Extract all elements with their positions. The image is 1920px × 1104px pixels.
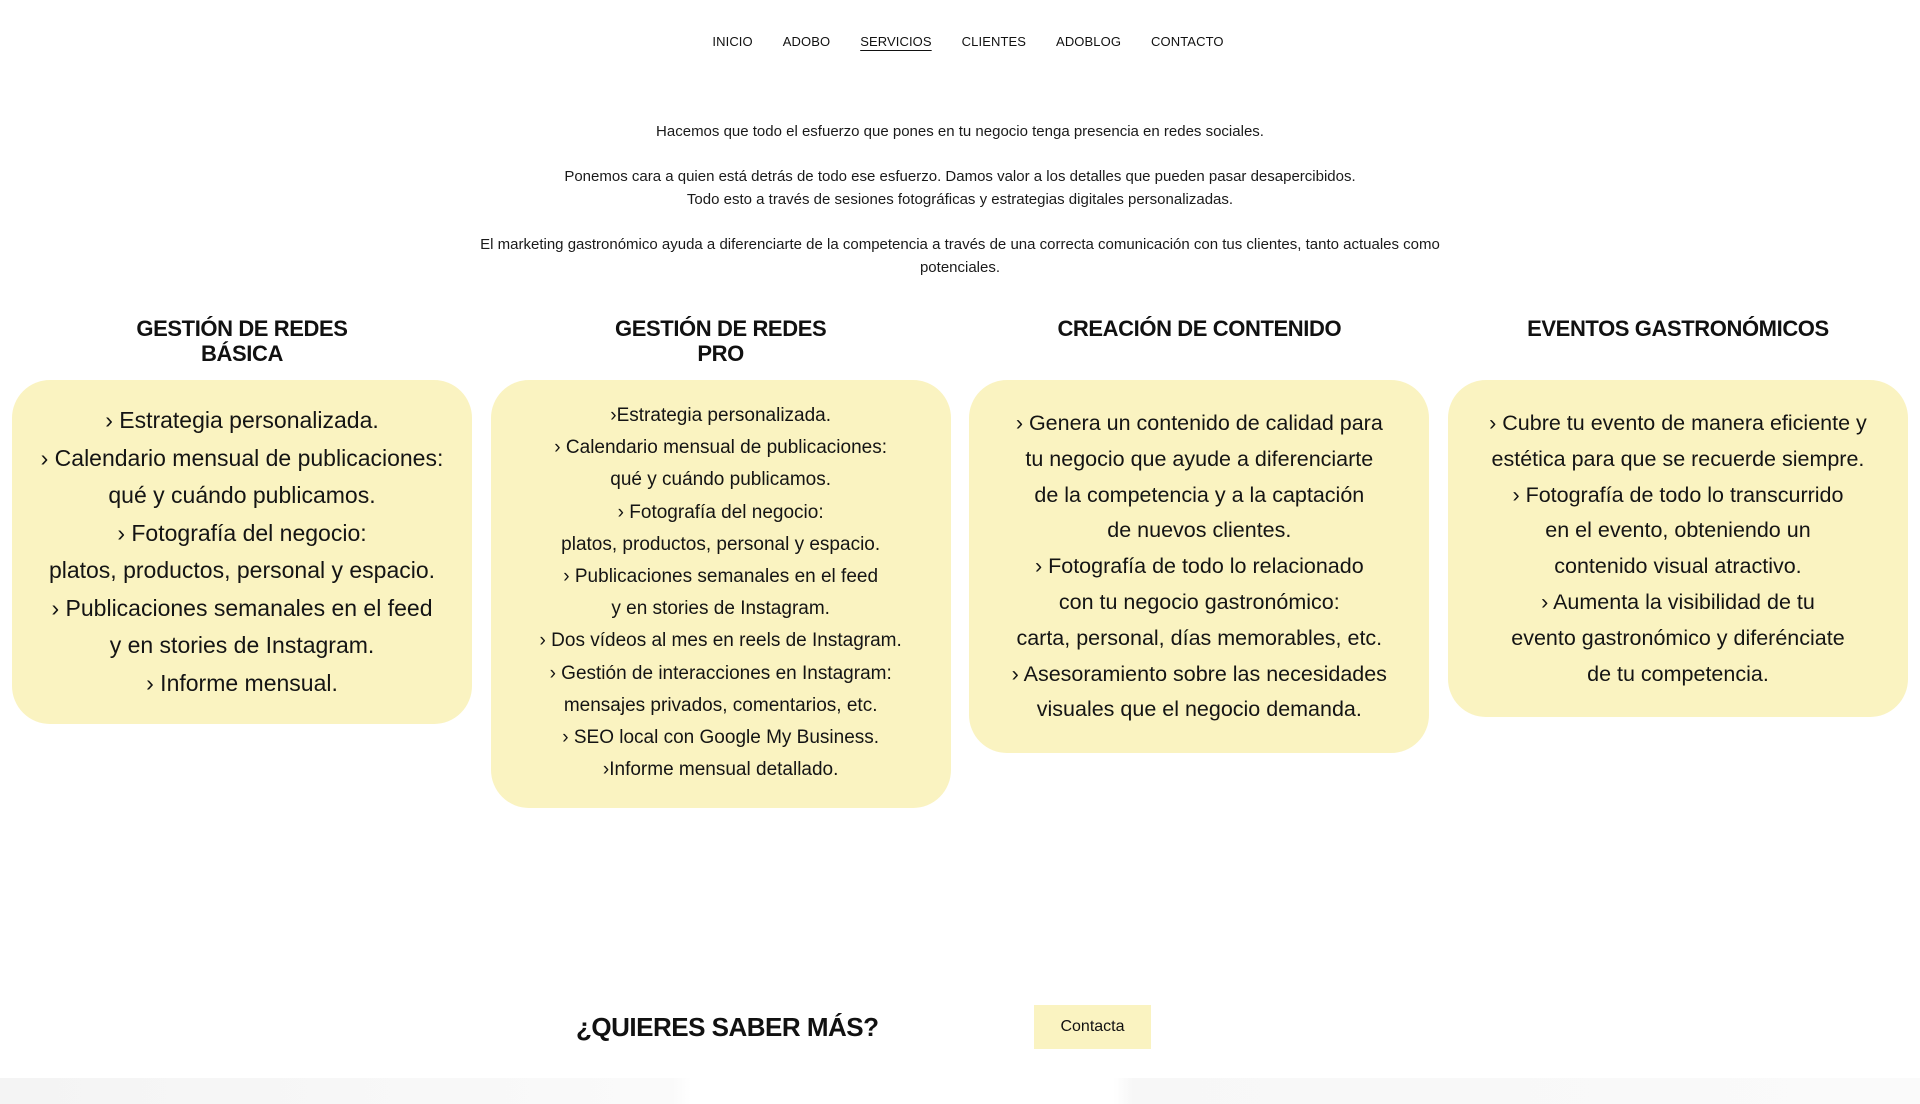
service-line: estética para que se recuerde siempre. — [1491, 446, 1865, 471]
service-line: › Publicaciones semanales en el feed — [563, 566, 879, 588]
service-line: › Informe mensual. — [146, 669, 338, 696]
service-line: evento gastronómico y diferénciate — [1511, 625, 1845, 650]
main-nav — [0, 34, 1920, 49]
service-line: › Fotografía de todo lo transcurrido — [1512, 482, 1844, 507]
nav-item-clientes[interactable]: CLIENTES — [961, 34, 1027, 49]
service-line: con tu negocio gastronómico: — [1058, 589, 1340, 614]
service-line: › Gestión de interacciones en Instagram: — [549, 662, 892, 684]
intro-p2a-text: Ponemos cara a quien está detrás de todo ese esfuerzo. Damos valor a los detalles que pueden pasar desapercibidos. — [564, 168, 1356, 185]
service-line: y en stories de Instagram. — [109, 632, 375, 658]
footer-strip — [0, 1078, 1920, 1104]
intro-paragraph-3 — [480, 233, 1440, 279]
service-line: › Calendario mensual de publicaciones: — [554, 437, 887, 459]
service-title: GESTIÓN DE REDES BÁSICA — [136, 316, 348, 366]
service-line: y en stories de Instagram. — [611, 598, 830, 620]
nav-item-adobo[interactable]: ADOBO — [782, 34, 831, 49]
service-line: de nuevos clientes. — [1107, 518, 1292, 543]
service-card — [969, 380, 1429, 753]
service-line: qué y cuándo publicamos. — [108, 482, 376, 508]
intro-p3a-text: El marketing gastronómico ayuda a diferenciarte de la competencia a través de una correcta comunicación con tus clientes, tanto actuales como — [480, 236, 1440, 253]
service-line: › Asesoramiento sobre las necesidades — [1011, 661, 1387, 686]
service-contenido — [969, 316, 1429, 808]
service-line: tu negocio que ayude a diferenciarte — [1025, 446, 1374, 471]
service-basica — [12, 316, 472, 808]
service-eventos — [1448, 316, 1908, 808]
service-line: platos, productos, personal y espacio. — [561, 533, 881, 555]
intro-p2b-text: Todo esto a través de sesiones fotográficas y estrategias digitales personalizadas. — [686, 191, 1234, 208]
service-line: › Fotografía del negocio: — [117, 519, 367, 546]
service-title: EVENTOS GASTRONÓMICOS — [1527, 316, 1829, 341]
service-line: › Fotografía del negocio: — [617, 501, 824, 523]
service-line: qué y cuándo publicamos. — [610, 469, 832, 491]
service-line: › Estrategia personalizada. — [105, 407, 379, 433]
intro-p1-text: Hacemos que todo el esfuerzo que pones en tu negocio tenga presencia en redes sociales. — [656, 123, 1264, 140]
service-line: ›Informe mensual detallado. — [602, 759, 839, 781]
service-card — [491, 380, 951, 808]
service-line: › Aumenta la visibilidad de tu — [1541, 589, 1815, 614]
service-line: › SEO local con Google My Business. — [562, 727, 880, 749]
service-line: contenido visual atractivo. — [1554, 554, 1802, 579]
cta-heading: ¿QUIERES SABER MÁS? — [576, 1012, 879, 1042]
service-line: › Genera un contenido de calidad para — [1015, 411, 1383, 435]
service-line: de la competencia y a la captación — [1034, 482, 1365, 507]
service-line: carta, personal, días memorables, etc. — [1016, 625, 1383, 650]
service-line: › Publicaciones semanales en el feed — [51, 594, 433, 621]
contacta-button[interactable]: Contacta — [1034, 1005, 1151, 1049]
intro-paragraph-1 — [480, 120, 1440, 143]
service-line: ›Estrategia personalizada. — [610, 405, 832, 426]
service-title: CREACIÓN DE CONTENIDO — [1057, 316, 1342, 341]
cta-section — [0, 1005, 1920, 1051]
service-line: › Cubre tu evento de manera eficiente y — [1489, 411, 1867, 435]
nav-item-contacto[interactable]: CONTACTO — [1151, 34, 1224, 49]
nav-item-adoblog[interactable]: ADOBLOG — [1056, 34, 1122, 49]
service-line: mensajes privados, comentarios, etc. — [563, 694, 878, 716]
nav-item-inicio[interactable]: INICIO — [712, 34, 753, 49]
service-card — [12, 380, 472, 724]
intro-p3b-text: potenciales. — [919, 259, 1001, 276]
service-line: › Calendario mensual de publicaciones: — [40, 444, 444, 471]
service-pro — [491, 316, 951, 808]
service-line: visuales que el negocio demanda. — [1036, 697, 1362, 722]
services-grid — [12, 316, 1908, 808]
intro-paragraph-2 — [480, 165, 1440, 211]
service-line: › Dos vídeos al mes en reels de Instagram. — [539, 630, 902, 652]
nav-item-servicios[interactable]: SERVICIOS — [860, 34, 932, 49]
service-line: de tu competencia. — [1587, 661, 1769, 686]
service-title: GESTIÓN DE REDES PRO — [615, 316, 827, 366]
service-line: en el evento, obteniendo un — [1545, 518, 1811, 543]
service-line: › Fotografía de todo lo relacionado — [1034, 554, 1364, 579]
intro-text — [480, 120, 1440, 301]
service-card — [1448, 380, 1908, 717]
service-line: platos, productos, personal y espacio. — [48, 557, 436, 583]
